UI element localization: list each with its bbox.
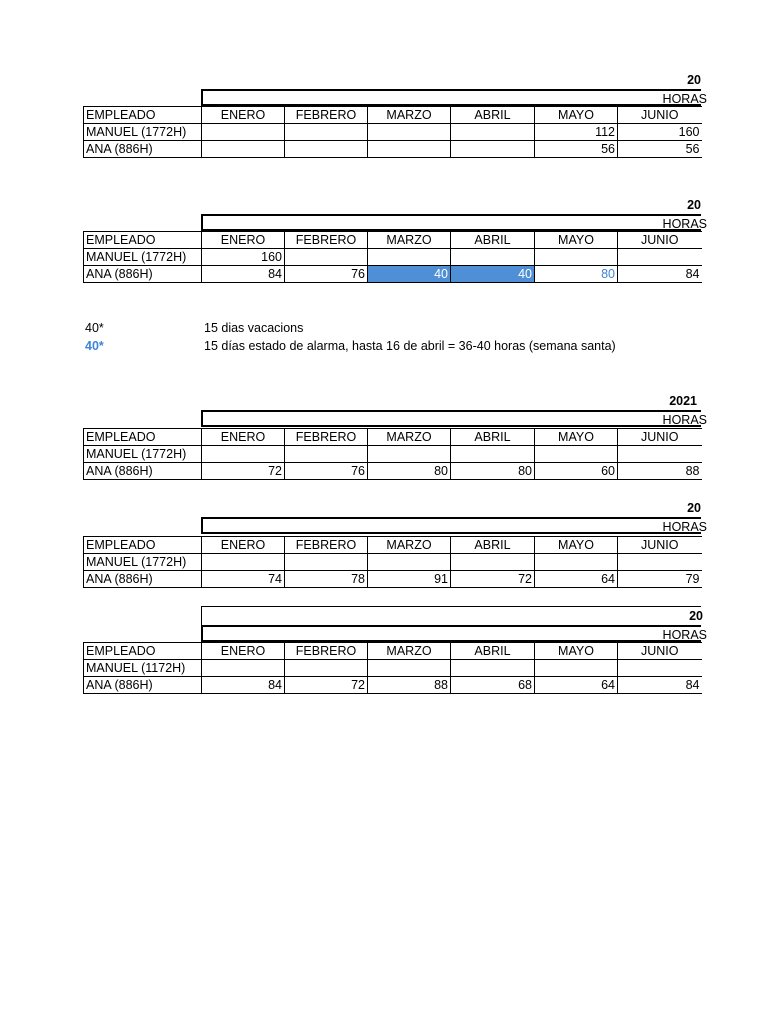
hours-cell: 64: [535, 677, 618, 694]
hours-cell: [202, 446, 285, 463]
hours-cell: 72: [451, 571, 535, 588]
column-header-empleado: EMPLEADO: [84, 537, 202, 554]
column-header-month: MARZO: [368, 643, 451, 660]
table-row: [84, 249, 702, 266]
column-header-month: MARZO: [368, 537, 451, 554]
column-header-month: JUNIO: [618, 643, 702, 660]
hours-cell: [451, 124, 535, 141]
hours-cell: [618, 660, 702, 677]
hours-cell: [368, 660, 451, 677]
column-header-month: MARZO: [368, 107, 451, 124]
hours-table-5: [83, 606, 707, 698]
hours-cell: [368, 249, 451, 266]
table-header-row: [84, 643, 702, 660]
column-header-empleado: EMPLEADO: [84, 107, 202, 124]
hours-cell: 91: [368, 571, 451, 588]
column-header-month: ABRIL: [451, 643, 535, 660]
column-header-month: MAYO: [535, 429, 618, 446]
column-header-month: ENERO: [202, 429, 285, 446]
table-header-row: [84, 429, 702, 446]
year-label: 2021: [669, 394, 697, 408]
hours-cell: 84: [202, 677, 285, 694]
hours-cell: 79: [618, 571, 702, 588]
hours-cell: [618, 554, 702, 571]
table-row: [84, 554, 702, 571]
hours-cell: 160: [618, 124, 702, 141]
column-header-month: MARZO: [368, 429, 451, 446]
column-header-month: JUNIO: [618, 232, 702, 249]
horas-header: [201, 625, 707, 642]
note-text: 15 días estado de alarma, hasta 16 de abril = 36-40 horas (semana santa): [204, 339, 616, 353]
column-header-empleado: EMPLEADO: [84, 232, 202, 249]
hours-cell: 160: [202, 249, 285, 266]
hours-cell: 88: [618, 463, 702, 480]
employee-name-cell: ANA (886H): [84, 141, 202, 158]
hours-cell: [285, 660, 368, 677]
hours-cell: 76: [285, 266, 368, 283]
highlighted-hours-cell: 40: [368, 266, 451, 283]
column-header-month: MAYO: [535, 107, 618, 124]
hours-cell: 88: [368, 677, 451, 694]
employee-name-cell: MANUEL (1772H): [84, 124, 202, 141]
hours-cell: [368, 554, 451, 571]
note-marker-blue: 40*: [85, 339, 104, 353]
horas-label: HORAS: [662, 217, 707, 231]
hours-cell: [202, 124, 285, 141]
horas-label: HORAS: [662, 628, 707, 642]
hours-cell: [285, 141, 368, 158]
employee-name-cell: ANA (886H): [84, 266, 202, 283]
hours-grid: [83, 106, 702, 158]
horas-label: HORAS: [662, 92, 707, 106]
hours-cell: [451, 446, 535, 463]
hours-cell: 80: [451, 463, 535, 480]
hours-cell: 80: [368, 463, 451, 480]
hours-cell: 56: [535, 141, 618, 158]
column-header-month: MAYO: [535, 537, 618, 554]
hours-cell: 84: [202, 266, 285, 283]
hours-cell: [451, 249, 535, 266]
column-header-month: MAYO: [535, 643, 618, 660]
hours-cell: [535, 660, 618, 677]
employee-name-cell: MANUEL (1772H): [84, 249, 202, 266]
note-marker: 40*: [85, 321, 104, 335]
horas-label: HORAS: [662, 520, 707, 534]
hours-cell: [535, 446, 618, 463]
hours-cell: [535, 249, 618, 266]
hours-cell: [451, 554, 535, 571]
table-row: [84, 446, 702, 463]
horas-header: [201, 89, 707, 106]
hours-cell: [451, 660, 535, 677]
hours-table-1: [83, 72, 707, 162]
employee-name-cell: ANA (886H): [84, 571, 202, 588]
hours-cell: [285, 249, 368, 266]
column-header-month: ABRIL: [451, 107, 535, 124]
horas-header: [201, 410, 707, 427]
table-row: [84, 141, 702, 158]
column-header-month: JUNIO: [618, 107, 702, 124]
hours-cell: [202, 554, 285, 571]
table-header-row: [84, 232, 702, 249]
hours-table-3: [83, 393, 707, 483]
hours-cell: [618, 446, 702, 463]
column-header-month: FEBRERO: [285, 537, 368, 554]
horas-header: [201, 214, 707, 231]
hours-cell: [285, 124, 368, 141]
hours-cell: [202, 660, 285, 677]
hours-cell: 72: [285, 677, 368, 694]
year-label: 20: [687, 198, 701, 212]
table-row: [84, 677, 702, 694]
table-header-row: [84, 107, 702, 124]
column-header-month: JUNIO: [618, 537, 702, 554]
column-header-month: ENERO: [202, 232, 285, 249]
hours-cell: [368, 124, 451, 141]
hours-cell: [202, 141, 285, 158]
column-header-month: FEBRERO: [285, 429, 368, 446]
hours-table-2: [83, 197, 707, 287]
hours-cell: 112: [535, 124, 618, 141]
hours-table-4: [83, 500, 707, 590]
hours-cell: 84: [618, 266, 702, 283]
employee-name-cell: MANUEL (1772H): [84, 554, 202, 571]
column-header-empleado: EMPLEADO: [84, 643, 202, 660]
column-header-month: JUNIO: [618, 429, 702, 446]
table-row: [84, 124, 702, 141]
hours-cell: [451, 141, 535, 158]
hours-grid: [83, 428, 702, 480]
column-header-month: ABRIL: [451, 232, 535, 249]
column-header-month: FEBRERO: [285, 643, 368, 660]
column-header-month: ENERO: [202, 643, 285, 660]
column-header-month: FEBRERO: [285, 107, 368, 124]
hours-cell: [535, 554, 618, 571]
hours-cell: [618, 249, 702, 266]
column-header-month: ABRIL: [451, 537, 535, 554]
hours-cell: 72: [202, 463, 285, 480]
column-header-month: MARZO: [368, 232, 451, 249]
table-header-row: [84, 537, 702, 554]
column-header-month: ABRIL: [451, 429, 535, 446]
year-box: [201, 606, 701, 625]
employee-name-cell: ANA (886H): [84, 463, 202, 480]
hours-cell: [368, 141, 451, 158]
table-row: [84, 660, 702, 677]
table-row: [84, 463, 702, 480]
hours-cell: [285, 554, 368, 571]
employee-name-cell: MANUEL (1172H): [84, 660, 202, 677]
hours-cell: 56: [618, 141, 702, 158]
column-header-month: ENERO: [202, 537, 285, 554]
column-header-month: ENERO: [202, 107, 285, 124]
hours-cell: 64: [535, 571, 618, 588]
hours-cell: 76: [285, 463, 368, 480]
hours-grid: [83, 231, 702, 283]
table-row: [84, 266, 702, 283]
horas-header: [201, 517, 707, 534]
horas-label: HORAS: [662, 413, 707, 427]
hours-grid: [83, 536, 702, 588]
hours-cell: [285, 446, 368, 463]
hours-cell: [368, 446, 451, 463]
blue-hours-cell: 80: [535, 266, 618, 283]
note-text: 15 dias vacacions: [204, 321, 304, 335]
year-label: 20: [687, 73, 701, 87]
highlighted-hours-cell: 40: [451, 266, 535, 283]
hours-cell: 60: [535, 463, 618, 480]
hours-cell: 78: [285, 571, 368, 588]
hours-cell: 84: [618, 677, 702, 694]
column-header-month: FEBRERO: [285, 232, 368, 249]
column-header-empleado: EMPLEADO: [84, 429, 202, 446]
hours-cell: 68: [451, 677, 535, 694]
employee-name-cell: MANUEL (1772H): [84, 446, 202, 463]
hours-grid: [83, 642, 702, 694]
table-row: [84, 571, 702, 588]
hours-cell: 74: [202, 571, 285, 588]
employee-name-cell: ANA (886H): [84, 677, 202, 694]
year-label: 20: [687, 501, 701, 515]
year-label: 20: [689, 609, 703, 623]
column-header-month: MAYO: [535, 232, 618, 249]
